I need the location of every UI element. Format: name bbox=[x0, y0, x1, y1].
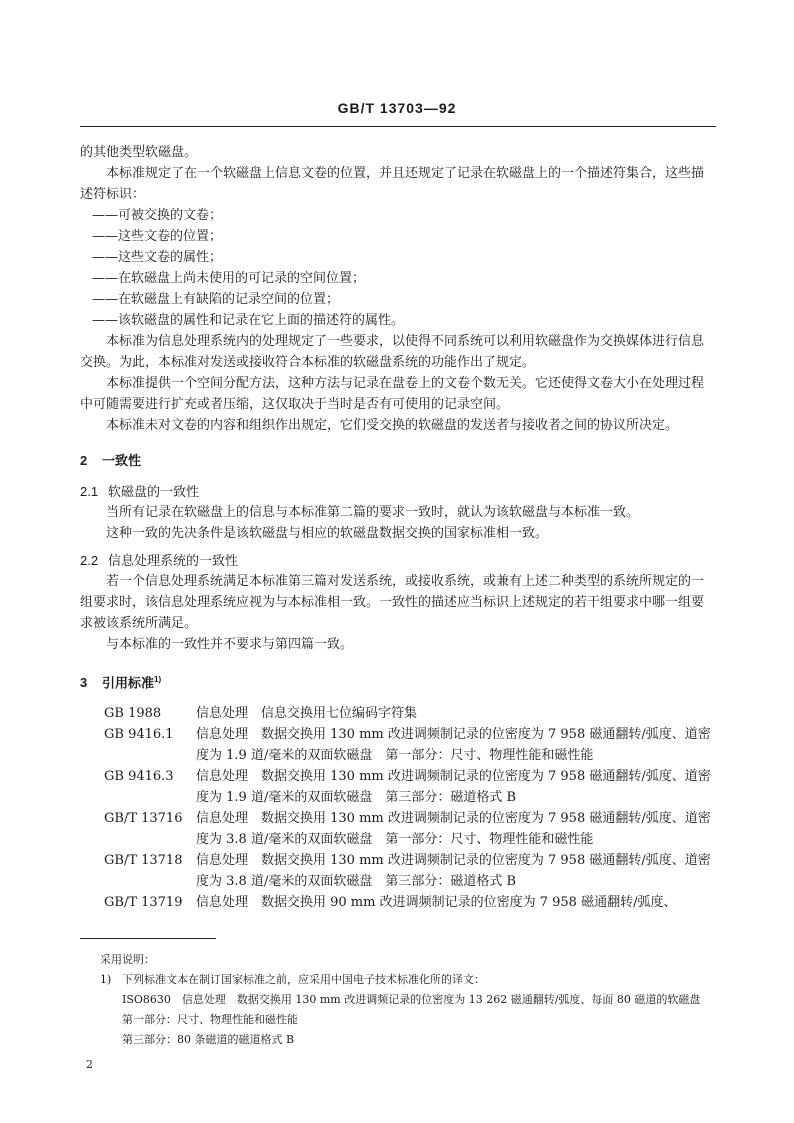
footnote-mark: 1) bbox=[100, 973, 112, 986]
main-content bbox=[80, 142, 716, 913]
subsection-2-2-paragraph-2: 与本标准的一致性并不要求与第四篇一致。 bbox=[106, 637, 354, 652]
reference-item bbox=[80, 892, 716, 913]
reference-item bbox=[80, 724, 716, 766]
footnote-reference: 1) bbox=[154, 675, 162, 684]
header-rule bbox=[80, 126, 716, 127]
section-number: 2 bbox=[80, 453, 88, 468]
subsection-2-2-paragraph-1: 若一个信息处理系统满足本标准第三篇对发送系统，或接收系统，或兼有上述二种类型的系统所规定的一组要求时，该信息处理系统应视为与本标准相一致。一致性的描述应当标识上述规定的若干组要求中哪一组要求被该系统所满足。 bbox=[80, 574, 705, 631]
subsection-number: 2.2 bbox=[80, 553, 99, 568]
dash-item: ——可被交换的文卷； bbox=[92, 208, 223, 223]
page-header: GB/T 13703—92 bbox=[337, 100, 457, 116]
footnote-item bbox=[100, 970, 716, 990]
section-2-heading bbox=[80, 450, 716, 471]
reference-text: 信息处理 数据交换用 130 mm 改进调频制记录的位密度为 7 958 磁通翻转/弧度、道密度为 1.9 道/毫米的双面软磁盘 第三部分：磁道格式 B bbox=[196, 769, 711, 806]
intro-paragraph-1: 本标准规定了在一个软磁盘上信息文卷的位置，并且还规定了记录在软磁盘上的一个描述符集合，这些描述符标识： bbox=[80, 166, 705, 202]
section-title: 引用标准 bbox=[102, 675, 155, 691]
reference-list bbox=[80, 703, 716, 913]
reference-code: GB 9416.1 bbox=[104, 727, 174, 743]
footnote-rule bbox=[80, 938, 216, 939]
reference-code: GB 9416.3 bbox=[104, 769, 174, 785]
intro-continuation: 的其他类型软磁盘。 bbox=[80, 145, 198, 160]
reference-text: 信息处理 数据交换用 130 mm 改进调频制记录的位密度为 7 958 磁通翻转/弧度、道密度为 3.8 道/毫米的双面软磁盘 第三部分：磁道格式 B bbox=[196, 853, 711, 890]
reference-item bbox=[80, 703, 716, 724]
reference-code: GB/T 13716 bbox=[104, 811, 183, 827]
reference-item bbox=[80, 850, 716, 892]
page-number: 2 bbox=[86, 1058, 93, 1071]
subsection-title: 软磁盘的一致性 bbox=[108, 484, 200, 499]
intro-paragraph-2: 本标准为信息处理系统内的处理规定了一些要求，以使得不同系统可以利用软磁盘作为交换媒体进行信息交换。为此，本标准对发送或接收符合本标准的软磁盘系统的功能作出了规定。 bbox=[80, 334, 705, 370]
footnote-part-3: 第三部分：80 条磁道的磁道格式 B bbox=[122, 1033, 295, 1046]
dash-item: ——该软磁盘的属性和记录在它上面的描述符的属性。 bbox=[92, 313, 405, 328]
footnote-part-1: 第一部分：尺寸、物理性能和磁性能 bbox=[122, 1013, 298, 1026]
reference-code: GB/T 13718 bbox=[104, 853, 183, 869]
footnote-iso-standard: ISO8630 信息处理 数据交换用 130 mm 改进调频记录的位密度为 13 262 磁通翻转/弧度、每面 80 磁道的软磁盘 bbox=[122, 993, 701, 1006]
footnote-block bbox=[100, 950, 716, 1050]
dash-item: ——这些文卷的属性； bbox=[92, 250, 223, 265]
subsection-2-1-paragraph-1: 当所有记录在软磁盘上的信息与本标准第二篇的要求一致时，就认为该软磁盘与本标准一致。 bbox=[106, 505, 640, 520]
section-3-heading bbox=[80, 669, 716, 693]
section-title: 一致性 bbox=[102, 453, 142, 468]
dash-item: ——在软磁盘上有缺陷的记录空间的位置； bbox=[92, 292, 340, 307]
intro-paragraph-3: 本标准提供一个空间分配方法，这种方法与记录在盘卷上的文卷个数无关。它还使得文卷大小在处理过程中可随需要进行扩充或者压缩，这仅取决于当时是否有可使用的记录空间。 bbox=[80, 376, 705, 412]
reference-item bbox=[80, 766, 716, 808]
reference-item bbox=[80, 808, 716, 850]
reference-code: GB/T 13719 bbox=[104, 895, 183, 911]
reference-text: 信息处理 数据交换用 130 mm 改进调频制记录的位密度为 7 958 磁通翻转/弧度、道密度为 3.8 道/毫米的双面软磁盘 第一部分：尺寸、物理性能和磁性能 bbox=[196, 811, 711, 848]
dash-item: ——在软磁盘上尚未使用的可记录的空间位置； bbox=[92, 271, 366, 286]
reference-code: GB 1988 bbox=[104, 706, 162, 722]
section-number: 3 bbox=[80, 675, 88, 691]
subsection-2-1-paragraph-2: 这种一致的先决条件是该软磁盘与相应的软磁盘数据交换的国家标准相一致。 bbox=[106, 526, 549, 541]
subsection-2-2-heading bbox=[80, 550, 716, 571]
reference-text: 信息处理 数据交换用 90 mm 改进调频制记录的位密度为 7 958 磁通翻转/弧度、 bbox=[196, 895, 677, 911]
reference-text: 信息处理 信息交换用七位编码字符集 bbox=[196, 706, 418, 722]
subsection-2-1-heading bbox=[80, 481, 716, 502]
footnote-text: 下列标准文本在制订国家标准之前，应采用中国电子技术标准化所的译文： bbox=[122, 973, 485, 986]
reference-text: 信息处理 数据交换用 130 mm 改进调频制记录的位密度为 7 958 磁通翻转/弧度、道密度为 1.9 道/毫米的双面软磁盘 第一部分：尺寸、物理性能和磁性能 bbox=[196, 727, 711, 764]
intro-paragraph-4: 本标准未对文卷的内容和组织作出规定，它们受交换的软磁盘的发送者与接收者之间的协议所决定。 bbox=[106, 418, 679, 433]
subsection-number: 2.1 bbox=[80, 484, 99, 499]
dash-item: ——这些文卷的位置； bbox=[92, 229, 223, 244]
subsection-title: 信息处理系统的一致性 bbox=[108, 553, 239, 568]
footnote-heading: 采用说明： bbox=[100, 953, 155, 966]
